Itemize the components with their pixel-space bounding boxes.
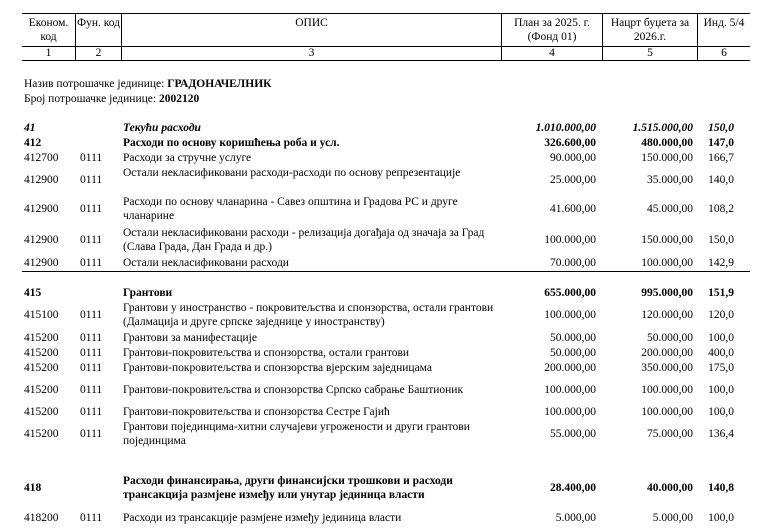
row-description: Грантови за манифестације [123, 332, 257, 344]
header-fun-code: Фун. код [76, 17, 120, 29]
row-econ-code: 418200 [24, 512, 59, 524]
row-description: Грантови-покровитељства и спонзорства, остали грантови [123, 347, 410, 359]
header-econ-code: Економ. код [28, 17, 69, 43]
row-fun-code: 0111 [80, 384, 103, 396]
row-draft-2026: 200.000,00 [641, 347, 693, 359]
row-index: 100,0 [708, 406, 734, 418]
row-index: 136,4 [708, 428, 734, 440]
unit-name-value: ГРАДОНАЧЕЛНИК [167, 78, 272, 90]
row-index: 150,0 [708, 234, 734, 246]
row-draft-2026: 50.000,00 [647, 332, 693, 344]
row-draft-2026: 350.000,00 [641, 362, 693, 374]
row-index: 140,8 [708, 482, 734, 494]
row-index: 142,9 [708, 257, 734, 269]
row-econ-code: 415200 [24, 428, 59, 440]
row-draft-2026: 995.000,00 [641, 287, 693, 299]
row-econ-code: 415200 [24, 362, 59, 374]
row-draft-2026: 75.000,00 [647, 428, 693, 440]
unit-number-label: Број потрошачке јединице: [24, 93, 157, 105]
row-index: 140,0 [708, 174, 734, 186]
row-description: Расходи по основу коришћења роба и усл. [123, 137, 340, 149]
row-plan-2025: 100.000,00 [544, 309, 596, 321]
row-index: 100,0 [708, 384, 734, 396]
row-description: Расходи из трансакције размјене између јединица власти [123, 512, 402, 524]
row-description: Расходи за стручне услуге [123, 152, 252, 164]
row-fun-code: 0111 [80, 332, 103, 344]
unit-number [24, 93, 199, 106]
row-econ-code: 418 [24, 482, 42, 494]
row-plan-2025: 50.000,00 [550, 332, 596, 344]
row-econ-code: 412900 [24, 174, 59, 186]
row-index: 150,0 [708, 122, 734, 134]
row-fun-code: 0111 [80, 347, 103, 359]
row-fun-code: 0111 [80, 309, 103, 321]
row-index: 100,0 [708, 512, 734, 524]
row-fun-code: 0111 [80, 512, 103, 524]
row-plan-2025: 90.000,00 [550, 152, 596, 164]
unit-name [24, 78, 271, 91]
row-description: Расходи финансирања, други финансијски трошкови и расходи трансакција размјене између или унутар јединица власти [123, 475, 453, 501]
row-fun-code: 0111 [80, 152, 103, 164]
row-description: Грантови [123, 287, 173, 299]
row-econ-code: 415200 [24, 347, 59, 359]
row-draft-2026: 40.000,00 [647, 482, 693, 494]
row-plan-2025: 25.000,00 [550, 174, 596, 186]
row-description: Грантови појединцима-хитни случајеви угрожености и други грантови појединцима [123, 421, 470, 447]
row-description: Остали некласификовани расходи-расходи по основу репрезентације [123, 167, 461, 179]
row-draft-2026: 480.000,00 [641, 137, 693, 149]
row-draft-2026: 100.000,00 [641, 384, 693, 396]
row-econ-code: 412 [24, 137, 42, 149]
row-draft-2026: 100.000,00 [641, 406, 693, 418]
row-description: Остали некласификовани расходи - релизација догађаја од значаја за Град (Слава Града, Дан Града и др.) [123, 227, 485, 253]
row-fun-code: 0111 [80, 257, 103, 269]
row-draft-2026: 150.000,00 [641, 152, 693, 164]
row-fun-code: 0111 [80, 362, 103, 374]
row-draft-2026: 150.000,00 [641, 234, 693, 246]
row-index: 120,0 [708, 309, 734, 321]
col-number: 6 [721, 47, 727, 59]
row-plan-2025: 655.000,00 [544, 287, 596, 299]
row-fun-code: 0111 [80, 234, 103, 246]
row-econ-code: 415 [24, 287, 42, 299]
header-draft-2026: Нацрт буџета за 2026.г. [610, 17, 690, 43]
row-draft-2026: 35.000,00 [647, 174, 693, 186]
row-econ-code: 412900 [24, 203, 59, 215]
row-fun-code: 0111 [80, 174, 103, 186]
col-number: 4 [549, 47, 555, 59]
row-plan-2025: 1.010.000,00 [535, 122, 596, 134]
row-index: 400,0 [708, 347, 734, 359]
row-draft-2026: 45.000,00 [647, 203, 693, 215]
header-description: ОПИС [295, 17, 328, 29]
row-index: 166,7 [708, 152, 734, 164]
header-plan-2025: План за 2025. г. (Фонд 01) [514, 17, 590, 43]
row-econ-code: 415200 [24, 332, 59, 344]
row-description: Текући расходи [123, 122, 201, 134]
row-plan-2025: 5.000,00 [555, 512, 596, 524]
row-description: Грантови у иностранство - покровитељства и спонзорства, остали грантови (Далмација и друге српске заједнице у иностранству) [123, 302, 494, 328]
header-top-rule [22, 13, 750, 14]
row-econ-code: 412700 [24, 152, 59, 164]
row-draft-2026: 120.000,00 [641, 309, 693, 321]
row-plan-2025: 70.000,00 [550, 257, 596, 269]
header-index: Инд. 5/4 [703, 17, 745, 29]
row-description: Грантови-покровитељства и спонзорства Српско сабрање Баштионик [123, 384, 464, 396]
row-index: 151,9 [708, 287, 734, 299]
row-draft-2026: 100.000,00 [641, 257, 693, 269]
row-plan-2025: 326.600,00 [544, 137, 596, 149]
col-number: 5 [647, 47, 653, 59]
row-plan-2025: 100.000,00 [544, 406, 596, 418]
row-fun-code: 0111 [80, 406, 103, 418]
row-fun-code: 0111 [80, 428, 103, 440]
row-plan-2025: 50.000,00 [550, 347, 596, 359]
row-plan-2025: 200.000,00 [544, 362, 596, 374]
row-econ-code: 415100 [24, 309, 59, 321]
col-number: 2 [95, 47, 102, 59]
section-rule [22, 271, 750, 272]
unit-number-value: 2002120 [158, 93, 200, 105]
col-number: 1 [45, 47, 52, 59]
row-econ-code: 41 [24, 122, 36, 134]
row-econ-code: 412900 [24, 257, 59, 269]
col-number: 3 [308, 47, 315, 59]
row-description: Расходи по основу чланарина - Савез општина и Градова РС и друге чланарине [123, 196, 458, 222]
row-index: 108,2 [708, 203, 734, 215]
row-plan-2025: 55.000,00 [550, 428, 596, 440]
row-description: Грантови-покровитељства и спонзорства вјерским заједницама [123, 362, 432, 374]
row-econ-code: 415200 [24, 406, 59, 418]
row-plan-2025: 41.600,00 [550, 203, 596, 215]
header-bottom-rule [22, 60, 750, 61]
unit-name-label: Назив потрошачке јединице: [24, 78, 165, 90]
row-index: 100,0 [708, 332, 734, 344]
row-econ-code: 412900 [24, 234, 59, 246]
row-index: 175,0 [708, 362, 734, 374]
row-plan-2025: 28.400,00 [550, 482, 596, 494]
row-econ-code: 415200 [24, 384, 59, 396]
row-draft-2026: 1.515.000,00 [632, 122, 693, 134]
row-plan-2025: 100.000,00 [544, 384, 596, 396]
row-description: Остали некласификовани расходи [123, 257, 289, 269]
row-draft-2026: 5.000,00 [652, 512, 693, 524]
row-description: Грантови-покровитељства и спонзорства Сестре Гајић [123, 406, 390, 418]
row-index: 147,0 [708, 137, 734, 149]
row-fun-code: 0111 [80, 203, 103, 215]
row-plan-2025: 100.000,00 [544, 234, 596, 246]
